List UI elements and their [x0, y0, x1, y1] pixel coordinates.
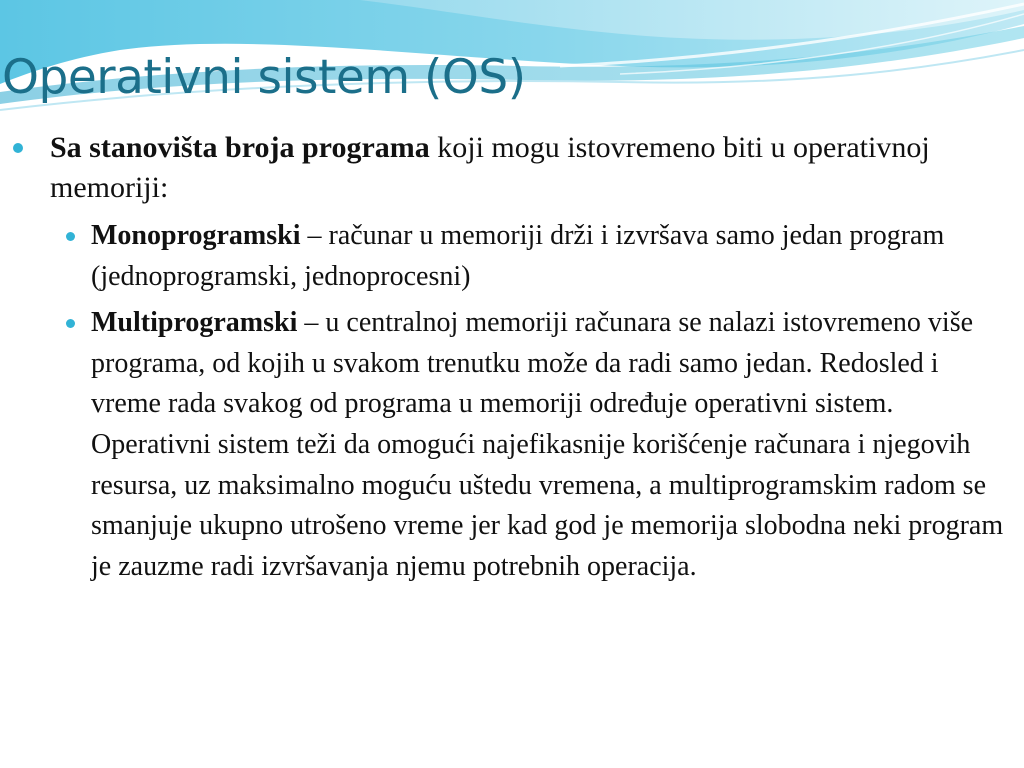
bullet-dot-icon — [66, 232, 75, 241]
main-bullet-bold: Sa stanovišta broja programa — [50, 131, 430, 164]
bullet-dot-icon — [13, 143, 23, 153]
sub-bullet-list — [0, 216, 1024, 587]
sub-bullet-text: – u centralnoj memoriji računara se nalazi istovremeno više programa, od kojih u svakom trenutku može da radi samo jedan. Redosled i vreme rada svakog od programa u memoriji određuje operativni sistem. Operativni sistem teži da omogući najefikasnije korišćenje računara i njegovih resursa, uz maksimalno moguću uštedu vremena, a multiprogramskim radom se smanjuje ukupno utrošeno vreme jer kad god je memorija slobodna neki program je zauzme radi izvršavanja njemu potrebnih operacija. — [91, 307, 1004, 582]
sub-bullet-multiprogramski — [0, 303, 1024, 587]
main-bullet-text: koji mogu istovremeno biti u operativnoj memoriji: — [50, 131, 930, 204]
sub-bullet-bold: Monoprogramski — [91, 220, 301, 251]
main-bullet — [0, 128, 1024, 208]
slide-title: Operativni sistem (OS) — [2, 50, 526, 105]
sub-bullet-text: – računar u memoriji drži i izvršava samo jedan program (jednoprogramski, jednoprocesni) — [91, 220, 945, 292]
sub-bullet-bold: Multiprogramski — [91, 307, 298, 339]
sub-bullet-monoprogramski — [0, 216, 1024, 297]
slide-content — [0, 128, 1024, 593]
bullet-dot-icon — [66, 319, 75, 328]
